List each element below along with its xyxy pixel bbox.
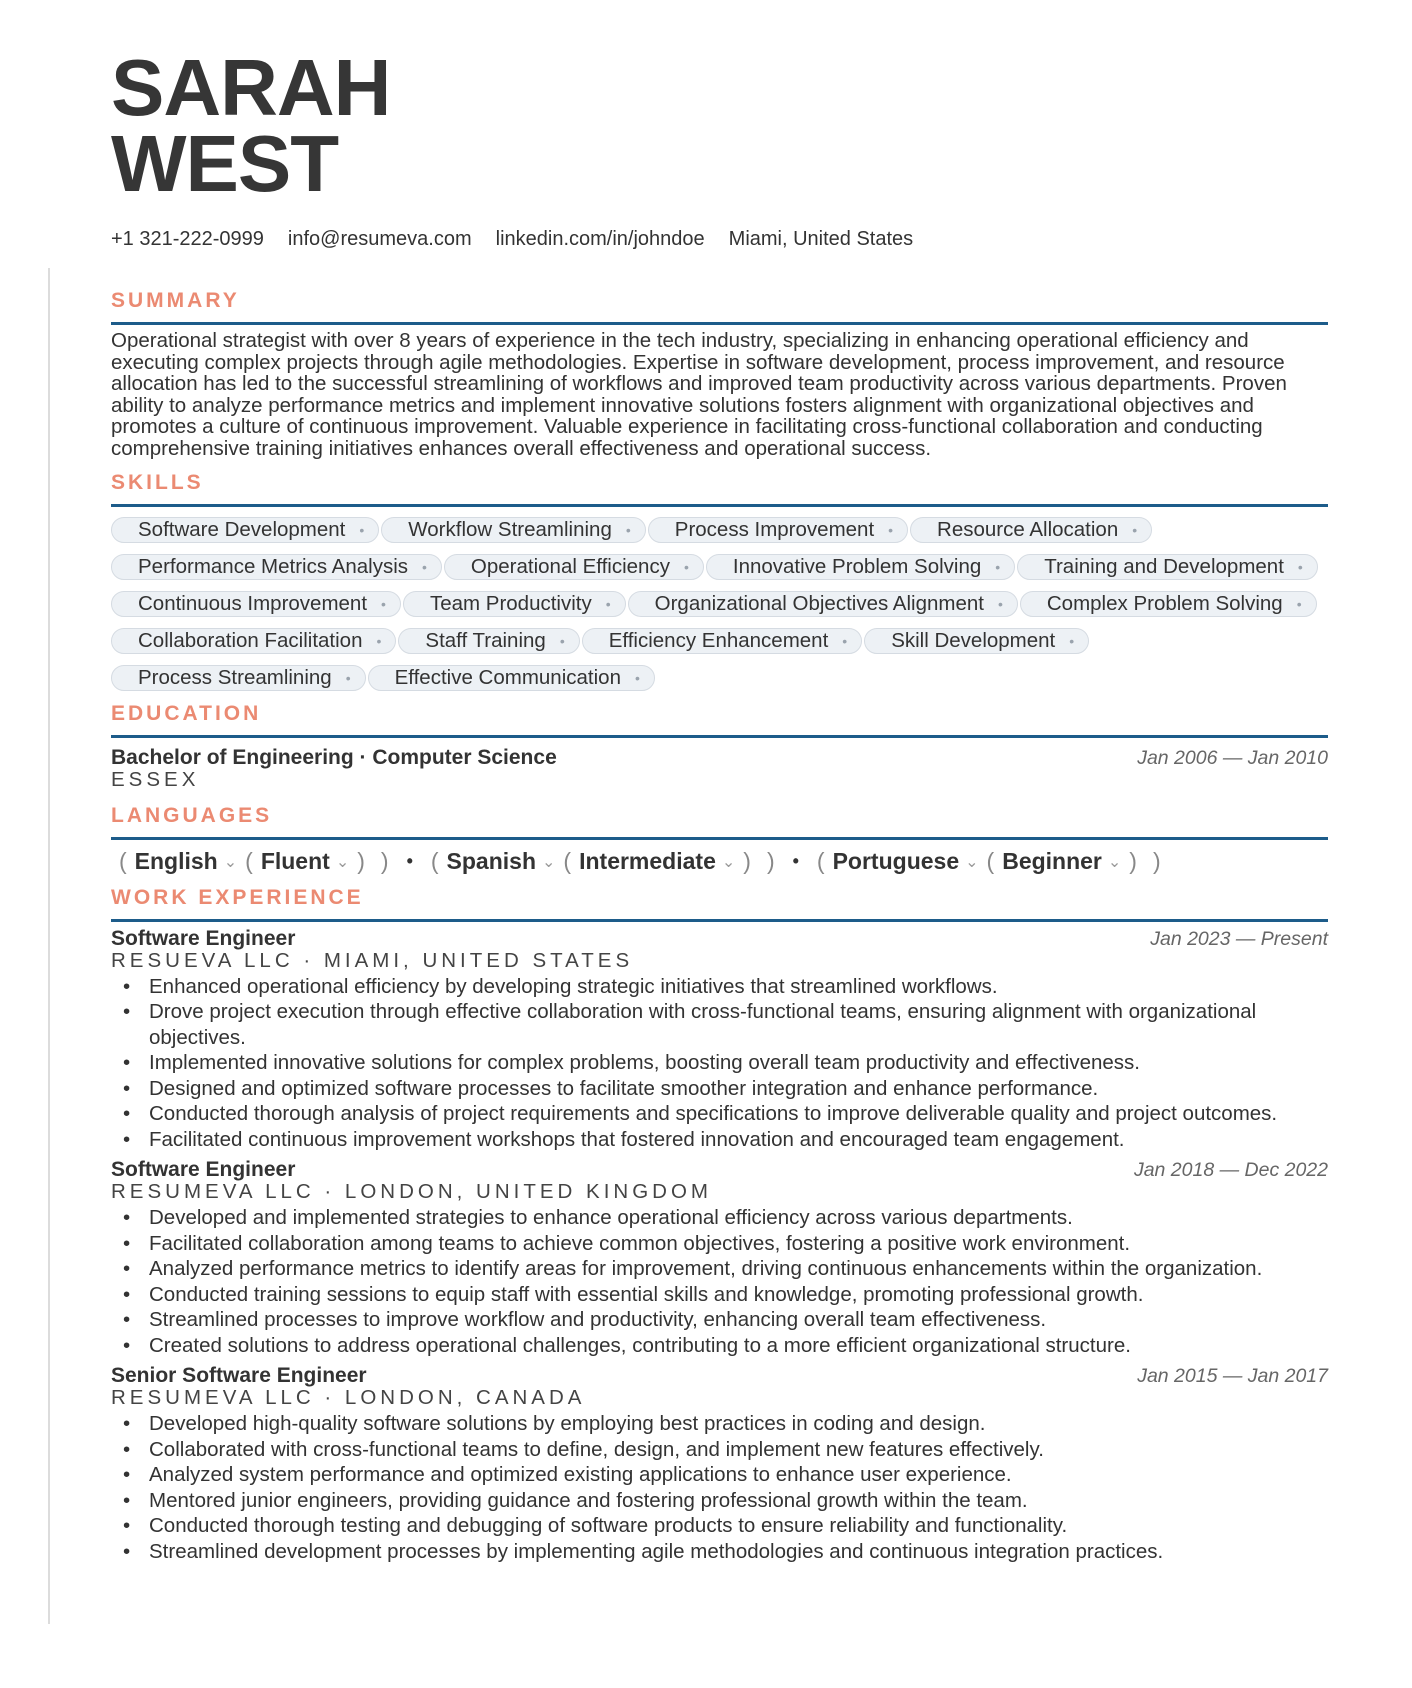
email: info@resumeva.com [287,228,472,250]
candidate-name [111,43,1328,208]
dot-icon: • [888,521,894,538]
job-title: Software Engineer [111,1158,296,1182]
chevron-down-icon: ⌄ [965,853,979,871]
education-section [111,702,1328,790]
bullet-item: • Enhanced operational efficiency by developing strategic initiatives that streamlined workflows. [111,974,1328,1000]
section-divider [111,504,1328,507]
skill-label: Efficiency Enhancement [608,628,829,652]
linkedin-link[interactable]: linkedin.com/in/johndoe [495,228,705,250]
skill-label: Software Development [138,517,346,541]
skill-label: Training and Development [1044,554,1284,578]
education-entry [111,746,1328,770]
job-header [111,1365,1328,1388]
job-title: Software Engineer [111,926,296,950]
skill-label: Skill Development [891,628,1056,652]
dot-icon: • [559,632,565,649]
skill-chip [648,517,908,543]
open-paren: ( [816,847,825,874]
skill-chip [403,591,626,617]
job-bullets [111,1411,1328,1564]
open-paren: ( [119,847,127,874]
summary-section [111,289,1328,460]
bullet-item: • Implemented innovative solutions for complex problems, boosting overall team productivity and effectiveness. [111,1050,1328,1076]
phone: +1 321-222-0999 [111,228,264,250]
level-label: Intermediate [579,847,716,874]
bullet-item: • Streamlined development processes by implementing agile methodologies and continuous integration practices. [111,1539,1328,1565]
skill-label: Continuous Improvement [138,591,368,615]
company-location: RESUMEVA LLC · LONDON, UNITED KINGDOM [111,1180,712,1204]
open-paren: ( [563,847,572,874]
job-header [111,1159,1328,1182]
skill-chip [111,591,401,617]
dot-icon: • [683,558,689,575]
skill-chip [111,665,366,691]
job-header [111,928,1328,951]
skill-label: Process Streamlining [138,665,332,689]
separator-dot: • [406,850,413,871]
bullet-item: • Facilitated collaboration among teams to achieve common objectives, fostering a positive work environment. [111,1231,1328,1257]
skill-chip [111,628,396,654]
skills-section [111,471,1328,691]
job-entry [111,928,1328,1153]
section-title: WORK EXPERIENCE [111,885,364,909]
skill-chips [111,517,1335,691]
language-label: English [134,847,218,874]
language-level[interactable] [261,848,349,875]
dot-icon: • [376,632,382,649]
skill-chip [368,665,655,691]
dot-icon: • [359,521,365,538]
dot-icon: • [997,595,1003,612]
bullet-item: • Analyzed system performance and optimized existing applications to enhance user experience. [111,1462,1328,1488]
language-label: Portuguese [832,847,960,874]
level-label: Fluent [260,847,330,874]
skill-chip [111,517,379,543]
skill-label: Resource Allocation [937,517,1119,541]
language-list [111,848,1328,875]
language-name[interactable] [447,848,556,875]
dot-icon: • [842,632,848,649]
first-name: SARAH [111,43,391,132]
left-margin-rule [48,268,50,1624]
skill-chip [628,591,1018,617]
company-location: RESUMEVA LLC · LONDON, CANADA [111,1386,586,1410]
language-name[interactable] [135,848,237,875]
skill-label: Workflow Streamlining [408,517,612,541]
skill-label: Collaboration Facilitation [138,628,363,652]
skill-chip [864,628,1089,654]
section-title: SKILLS [111,470,204,494]
job-entry [111,1365,1328,1564]
company-location: RESUEVA LLC · MIAMI, UNITED STATES [111,948,634,972]
school-name: ESSEX [111,767,200,791]
skill-chip [111,554,442,580]
level-label: Beginner [1002,847,1102,874]
section-title: LANGUAGES [111,803,273,827]
chevron-down-icon: ⌄ [223,853,238,871]
dot-icon: • [381,595,386,612]
bullet-item: • Developed and implemented strategies to enhance operational efficiency across various departments. [111,1205,1328,1231]
dot-icon: • [625,521,631,538]
education-dates: Jan 2006 — Jan 2010 [1137,746,1328,769]
degree: Bachelor of Engineering · Computer Science [111,745,557,769]
section-divider [111,322,1328,325]
bullet-item: • Mentored junior engineers, providing guidance and fostering professional growth within the team. [111,1488,1328,1514]
bullet-item: • Streamlined processes to improve workflow and productivity, enhancing overall team effectiveness. [111,1307,1328,1333]
close-paren: ) [766,847,775,874]
bullet-item: • Designed and optimized software processes to facilitate smoother integration and enhance performance. [111,1076,1328,1102]
separator-dot: • [792,850,799,871]
language-level[interactable] [579,848,735,875]
location: Miami, United States [728,228,914,250]
summary-text: Operational strategist with over 8 years of experience in the tech industry, specializing in enhancing operational efficiency and executing complex projects through agile methodologies. Expertise in software development, process improvement, and resource allocation has led to the successful streamlining of workflows and improved team productivity across various departments. Proven ability to analyze performance metrics and implement innovative solutions fosters alignment with organizational objectives and promotes a culture of continuous improvement. Valuable experience in facilitating cross-functional collaboration and conducting comprehensive training initiatives enhances overall effectiveness and operational success. [111,329,1287,460]
open-paren: ( [245,847,253,874]
section-divider [111,837,1328,840]
bullet-item: • Conducted training sessions to equip staff with essential skills and knowledge, promoting professional growth. [111,1282,1328,1308]
last-name: WEST [111,119,339,208]
dot-icon: • [634,669,640,686]
chevron-down-icon: ⌄ [335,853,350,871]
skill-chip [1017,554,1318,580]
skill-label: Performance Metrics Analysis [138,554,409,578]
chevron-down-icon: ⌄ [542,853,556,871]
open-paren: ( [430,847,439,874]
job-entry [111,1159,1328,1358]
dot-icon: • [995,558,1001,575]
job-list [111,928,1328,1565]
bullet-item: • Created solutions to address operational challenges, contributing to a more efficient organizational structure. [111,1333,1328,1359]
bullet-item: • Conducted thorough testing and debugging of software products to ensure reliability and functionality. [111,1513,1328,1539]
contact-line [111,228,1328,251]
section-divider [111,735,1328,738]
languages-section [111,804,1328,875]
job-dates: Jan 2023 — Present [1150,927,1328,950]
chevron-down-icon: ⌄ [721,853,736,871]
bullet-item: • Drove project execution through effective collaboration with cross-functional teams, ensuring alignment with organizational objectives. [111,999,1328,1050]
work-experience-section [111,886,1328,1565]
close-paren: ) [380,847,389,874]
dot-icon: • [1297,558,1303,575]
resume-content [111,43,1328,1564]
skill-label: Operational Efficiency [470,554,670,578]
dot-icon: • [1132,521,1138,538]
bullet-item: • Collaborated with cross-functional teams to define, design, and implement new features effectively. [111,1437,1328,1463]
skill-label: Effective Communication [394,665,621,689]
skill-chip [398,628,579,654]
job-title: Senior Software Engineer [111,1364,367,1388]
close-paren: ) [1129,847,1137,874]
skill-label: Team Productivity [429,591,592,615]
skill-label: Complex Problem Solving [1046,591,1283,615]
language-name[interactable] [833,848,979,875]
open-paren: ( [986,847,995,874]
skill-label: Innovative Problem Solving [732,554,982,578]
skill-chip [582,628,862,654]
skill-chip [381,517,645,543]
skill-chip [444,554,704,580]
close-paren: ) [743,847,751,874]
language-level[interactable] [1002,848,1121,875]
job-bullets [111,1205,1328,1358]
section-divider [111,919,1328,922]
bullet-item: • Conducted thorough analysis of project requirements and specifications to improve deliverable quality and project outcomes. [111,1101,1328,1127]
section-title: EDUCATION [111,701,262,725]
dot-icon: • [605,595,611,612]
chevron-down-icon: ⌄ [1107,853,1122,871]
skill-label: Staff Training [425,628,546,652]
bullet-item: • Facilitated continuous improvement workshops that fostered innovation and encouraged team engagement. [111,1127,1328,1153]
close-paren: ) [357,847,365,874]
dot-icon: • [345,669,351,686]
skill-label: Process Improvement [674,517,875,541]
close-paren: ) [1152,847,1161,874]
job-dates: Jan 2015 — Jan 2017 [1137,1365,1328,1388]
skill-chip [910,517,1152,543]
dot-icon: • [1069,632,1075,649]
language-label: Spanish [446,847,537,874]
job-dates: Jan 2018 — Dec 2022 [1133,1159,1328,1182]
dot-icon: • [422,558,427,575]
job-bullets [111,974,1328,1153]
skill-chip [1020,591,1317,617]
skill-chip [706,554,1015,580]
section-title: SUMMARY [111,289,240,312]
bullet-item: • Developed high-quality software solutions by employing best practices in coding and design. [111,1411,1328,1437]
dot-icon: • [1296,595,1302,612]
bullet-item: • Analyzed performance metrics to identify areas for improvement, driving continuous enhancements within the organization. [111,1256,1328,1282]
skill-label: Organizational Objectives Alignment [654,591,984,615]
